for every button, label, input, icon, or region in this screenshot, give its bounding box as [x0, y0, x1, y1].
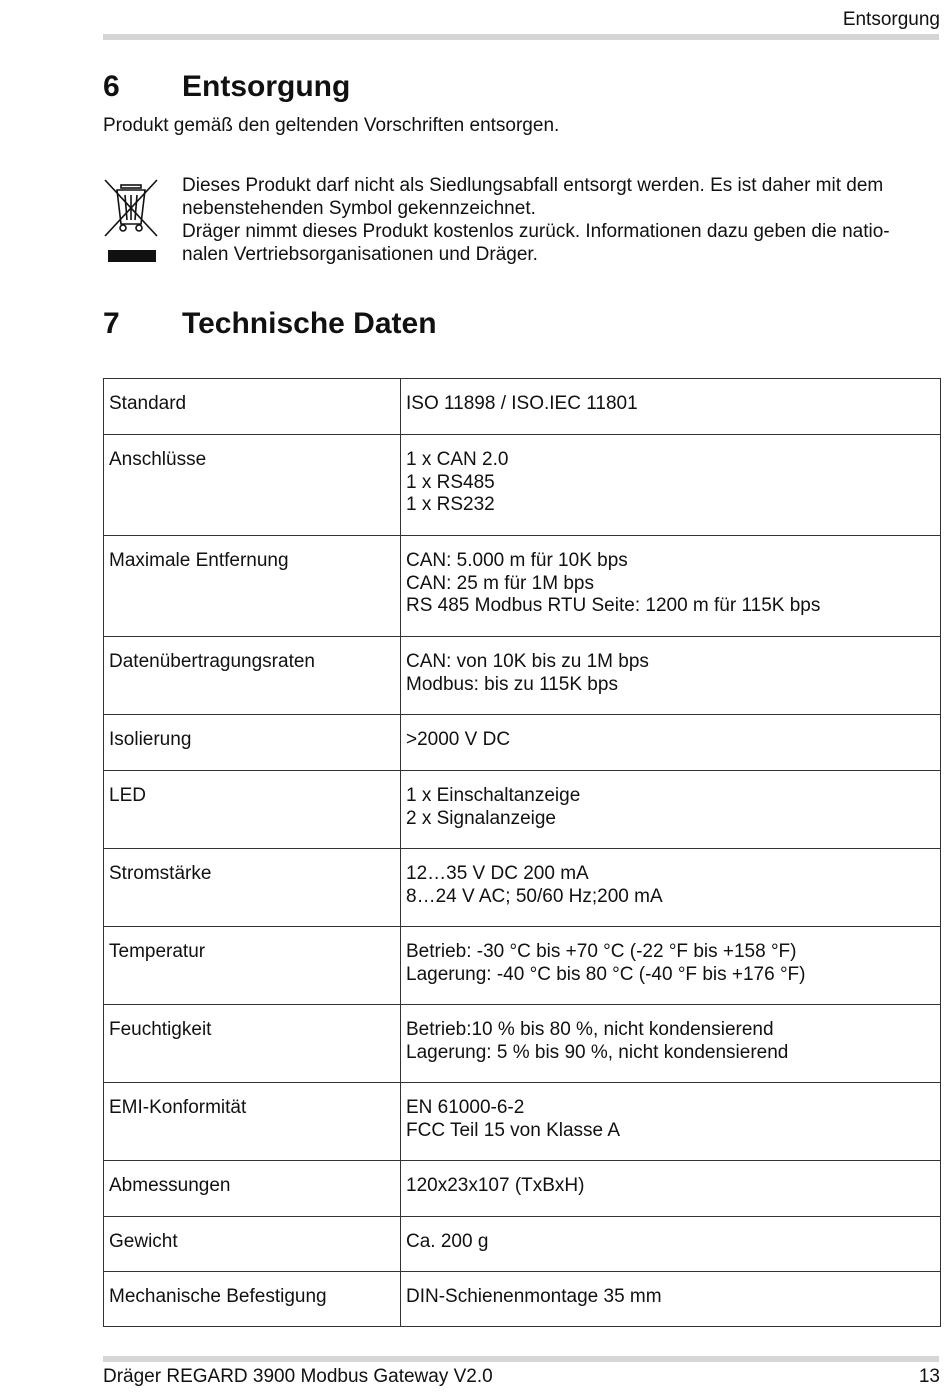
table-row	[104, 927, 941, 1005]
spec-value-line: Modbus: bis zu 115K bps	[406, 673, 618, 695]
table-row	[104, 1161, 941, 1217]
header-rule	[103, 34, 939, 40]
spec-value-line: Betrieb: -30 °C bis +70 °C (-22 °F bis +158 °F)	[406, 941, 797, 962]
disposal-notice	[182, 174, 940, 266]
table-row	[104, 435, 941, 536]
spec-value	[401, 771, 941, 849]
document-title: Dräger REGARD 3900 Modbus Gateway V2.0	[103, 1366, 493, 1387]
table-row	[104, 536, 941, 637]
spec-value-line: >2000 V DC	[406, 729, 511, 750]
weee-crossed-bin-icon	[103, 178, 159, 264]
spec-value-line: 1 x CAN 2.0	[406, 449, 509, 470]
notice-line: nalen Vertriebsorganisationen und Dräger.	[182, 244, 538, 265]
spec-value-line: EN 61000-6-2	[406, 1097, 525, 1118]
spec-label: LED	[104, 771, 401, 849]
section-title: Entsorgung	[182, 70, 351, 103]
spec-value	[401, 715, 941, 771]
table-row	[104, 771, 941, 849]
section-number: 6	[103, 70, 120, 103]
spec-value-line: CAN: von 10K bis zu 1M bps	[406, 651, 649, 672]
spec-label: Isolierung	[104, 715, 401, 771]
section-7-heading	[103, 307, 437, 341]
spec-value	[401, 637, 941, 715]
table-row	[104, 849, 941, 927]
spec-label: Mechanische Befestigung	[104, 1272, 401, 1327]
notice-line: Dräger nimmt dieses Produkt kostenlos zurück. Informationen dazu geben die natio-	[182, 221, 890, 242]
spec-value-line: CAN: 5.000 m für 10K bps	[406, 550, 628, 571]
page-number: 13	[918, 1366, 940, 1387]
spec-label: Maximale Entfernung	[104, 536, 401, 637]
spec-label: Anschlüsse	[104, 435, 401, 536]
notice-line: Dieses Produkt darf nicht als Siedlungsabfall entsorgt werden. Es ist daher mit dem	[182, 175, 884, 196]
spec-value-line: 1 x RS485	[406, 471, 495, 493]
section-title: Technische Daten	[182, 307, 437, 340]
spec-value	[401, 536, 941, 637]
spec-value-line: 2 x Signalanzeige	[406, 807, 556, 829]
table-row	[104, 379, 941, 435]
spec-value-line: Lagerung: 5 % bis 90 %, nicht kondensierend	[406, 1041, 789, 1063]
spec-label: Standard	[104, 379, 401, 435]
table-row	[104, 637, 941, 715]
spec-value-line: 12…35 V DC 200 mA	[406, 863, 589, 884]
spec-label: Stromstärke	[104, 849, 401, 927]
spec-value-line: 8…24 V AC; 50/60 Hz;200 mA	[406, 885, 663, 907]
notice-line: nebenstehenden Symbol gekennzeichnet.	[182, 198, 536, 219]
footer-rule	[103, 1356, 939, 1362]
spec-value-line: ISO 11898 / ISO.IEC 11801	[406, 393, 638, 414]
disposal-intro: Produkt gemäß den geltenden Vorschriften entsorgen.	[103, 115, 560, 136]
table-row	[104, 1272, 941, 1327]
table-row	[104, 715, 941, 771]
spec-label: Abmessungen	[104, 1161, 401, 1217]
spec-value-line: Ca. 200 g	[406, 1231, 489, 1252]
table-row	[104, 1005, 941, 1083]
spec-value-line: CAN: 25 m für 1M bps	[406, 572, 594, 594]
spec-value	[401, 1161, 941, 1217]
spec-value-line: 1 x RS232	[406, 494, 495, 516]
technical-data-table	[103, 378, 941, 1327]
spec-value-line: 1 x Einschaltanzeige	[406, 785, 581, 806]
spec-value-line: FCC Teil 15 von Klasse A	[406, 1119, 621, 1141]
spec-value	[401, 1217, 941, 1272]
spec-value	[401, 1083, 941, 1161]
section-number: 7	[103, 307, 120, 340]
spec-value	[401, 1272, 941, 1327]
spec-label: Gewicht	[104, 1217, 401, 1272]
spec-value-line: 120x23x107 (TxBxH)	[406, 1175, 585, 1196]
spec-label: Temperatur	[104, 927, 401, 1005]
spec-label: Feuchtigkeit	[104, 1005, 401, 1083]
spec-label: Datenübertragungsraten	[104, 637, 401, 715]
spec-value	[401, 1005, 941, 1083]
running-header: Entsorgung	[842, 9, 940, 30]
spec-value-line: RS 485 Modbus RTU Seite: 1200 m für 115K bps	[406, 595, 821, 617]
section-6-heading	[103, 70, 350, 104]
spec-value	[401, 379, 941, 435]
spec-value	[401, 435, 941, 536]
spec-value-line: DIN-Schienenmontage 35 mm	[406, 1286, 662, 1307]
spec-value	[401, 849, 941, 927]
table-row	[104, 1083, 941, 1161]
spec-value-line: Lagerung: -40 °C bis 80 °C (-40 °F bis +176 °F)	[406, 963, 806, 985]
spec-value	[401, 927, 941, 1005]
spec-value-line: Betrieb:10 % bis 80 %, nicht kondensierend	[406, 1019, 774, 1040]
spec-label: EMI-Konformität	[104, 1083, 401, 1161]
table-row	[104, 1217, 941, 1272]
